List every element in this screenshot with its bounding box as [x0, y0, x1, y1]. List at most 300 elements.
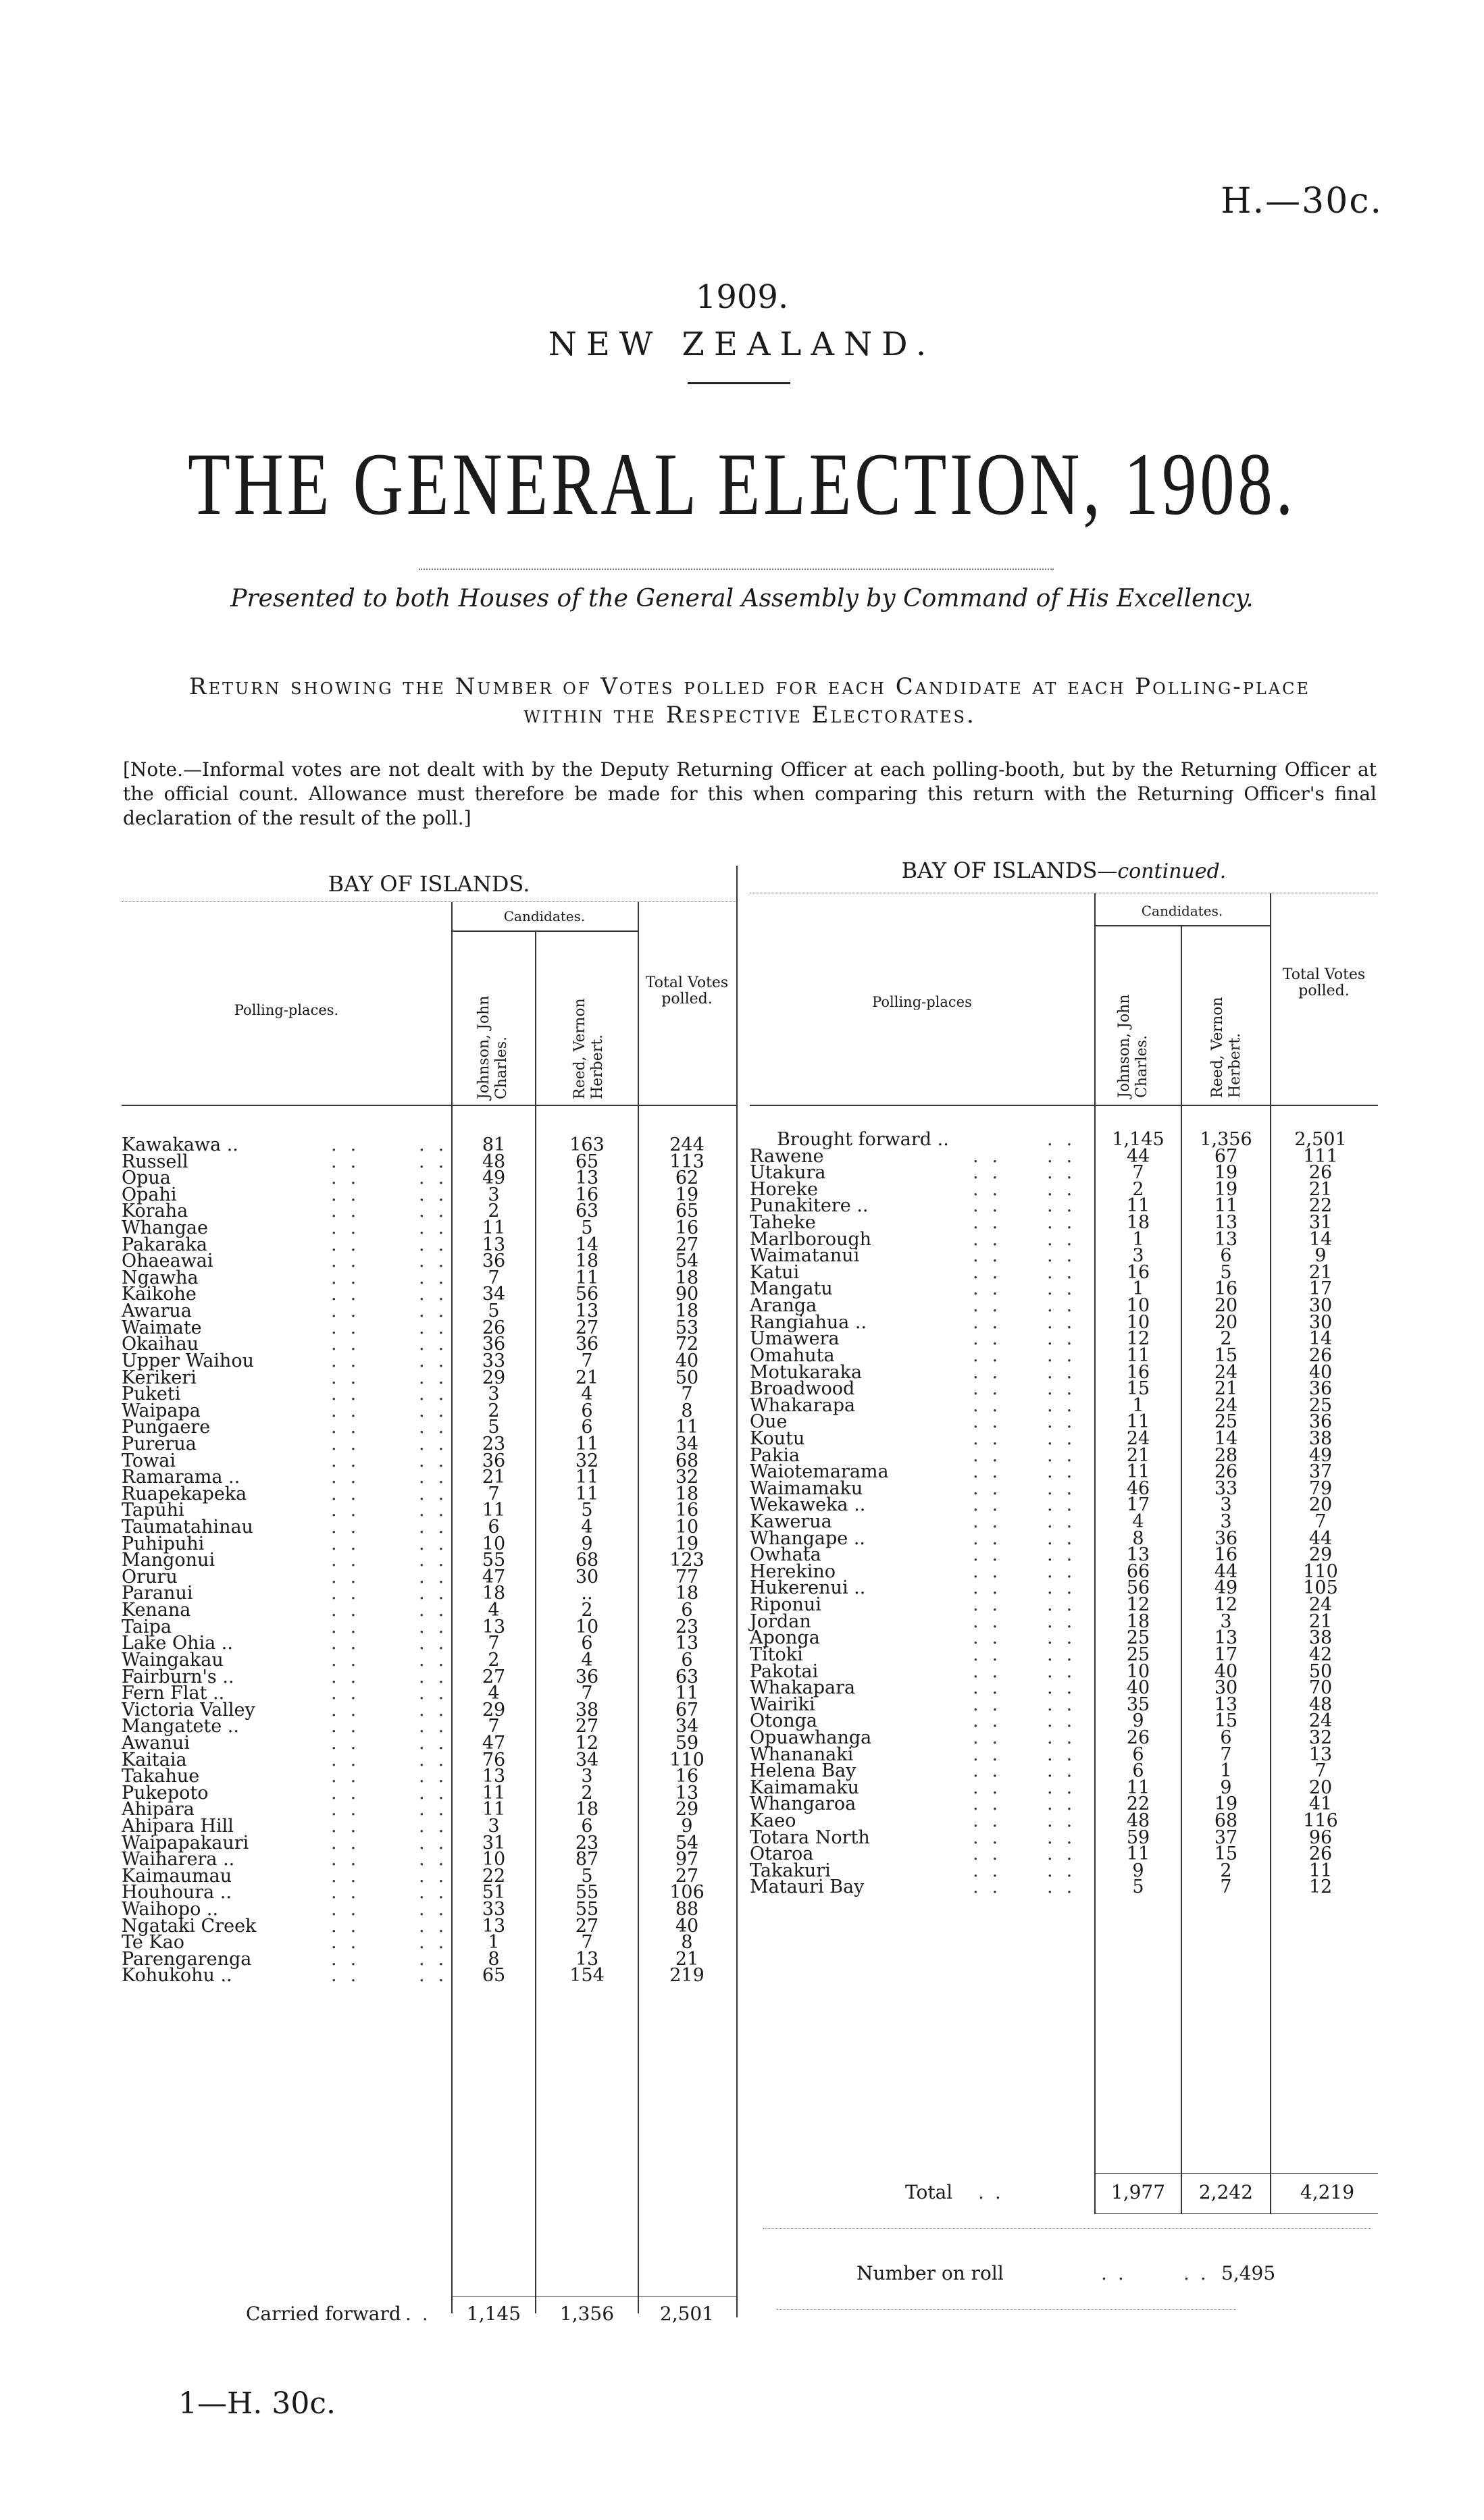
leader-dots: .. — [1047, 1527, 1086, 1549]
document-reference: H.—30c. — [1221, 181, 1383, 221]
total-votes: 21 — [675, 1948, 699, 1970]
polling-place-name: Kaitaia — [122, 1749, 187, 1770]
total-votes: 13 — [675, 1782, 699, 1804]
polling-place-name: Waimatanui — [750, 1245, 860, 1267]
leader-dots: .. — [973, 1195, 1012, 1217]
total-votes: 20 — [1308, 1777, 1333, 1798]
polling-place-name: Waiotemarama — [750, 1461, 889, 1483]
leader-dots: .. — [1047, 1461, 1086, 1483]
johnson-votes: 36 — [482, 1334, 506, 1355]
leader-dots: .. — [973, 1577, 1012, 1599]
number-on-roll: 5,495 — [1221, 2262, 1276, 2284]
leader-dots: .. — [1047, 1876, 1086, 1898]
total-votes: 67 — [675, 1699, 699, 1721]
leader-dots: .. — [419, 1600, 458, 1621]
polling-place-name: Kaikohe — [122, 1284, 197, 1305]
candidate-reed-heading: Reed, Vernon Herbert. — [571, 998, 606, 1099]
polling-place-name: Waiharera .. — [122, 1849, 235, 1870]
leader-dots: .. — [331, 1450, 370, 1471]
leader-dots: .. — [331, 1483, 370, 1504]
leader-dots: .. — [419, 1450, 458, 1471]
johnson-votes: 35 — [1126, 1694, 1150, 1715]
leader-dots: .. — [1047, 1860, 1086, 1881]
total-votes: 14 — [1308, 1328, 1333, 1350]
total-votes: 32 — [675, 1467, 699, 1488]
leader-dots: .. — [331, 1184, 370, 1205]
leader-dots: .. — [331, 1550, 370, 1571]
johnson-votes: 29 — [482, 1367, 506, 1388]
johnson-votes: 13 — [482, 1915, 506, 1937]
johnson-votes: 65 — [482, 1965, 506, 1987]
total-votes: 90 — [675, 1284, 699, 1305]
leader-dots: .. — [973, 1494, 1012, 1516]
polling-place-name: Puhipuhi — [122, 1533, 205, 1554]
leader-dots: .. — [331, 1234, 370, 1255]
leader-dots: .. — [419, 1915, 458, 1937]
left-table-body — [122, 1134, 736, 1987]
polling-place-name: Pungaere — [122, 1417, 211, 1438]
reed-votes: 4 — [581, 1649, 593, 1671]
johnson-votes: 6 — [488, 1517, 500, 1538]
leader-dots: .. — [973, 1261, 1012, 1283]
polling-place-name: Russell — [122, 1151, 188, 1172]
reed-votes: 14 — [1214, 1427, 1238, 1449]
johnson-votes: 4 — [488, 1683, 500, 1704]
johnson-votes: 6 — [1132, 1743, 1144, 1765]
johnson-votes: 23 — [482, 1433, 506, 1454]
polling-place-name: Broadwood — [750, 1378, 855, 1400]
leader-dots: .. — [419, 1583, 458, 1604]
leader-dots: .. — [419, 1251, 458, 1272]
total-votes: 18 — [675, 1583, 699, 1604]
reed-votes: 18 — [575, 1799, 599, 1820]
johnson-votes: 11 — [1126, 1195, 1150, 1217]
total-votes: 50 — [675, 1367, 699, 1388]
polling-place-name: Puketi — [122, 1384, 181, 1405]
leader-dots: .. — [419, 1483, 458, 1504]
total-votes: 21 — [1308, 1610, 1333, 1632]
total-votes: 16 — [675, 1217, 699, 1239]
total-votes: 72 — [675, 1334, 699, 1355]
leader-dots: .. — [973, 1511, 1012, 1533]
johnson-votes: 8 — [1132, 1527, 1144, 1549]
reed-votes: 5 — [581, 1500, 593, 1521]
johnson-votes: 3 — [488, 1184, 500, 1205]
total-votes: 31 — [1308, 1212, 1333, 1234]
johnson-votes: 10 — [1126, 1311, 1150, 1333]
leader-dots: .. — [419, 1899, 458, 1920]
polling-place-name: Whangape .. — [750, 1527, 866, 1549]
polling-place-name: Otaroa — [750, 1843, 814, 1865]
johnson-votes: 4 — [1132, 1511, 1144, 1533]
total-votes: 9 — [1314, 1245, 1327, 1267]
johnson-votes: 13 — [482, 1766, 506, 1787]
total-votes: 9 — [681, 1815, 693, 1837]
polling-place-name: Kaeo — [750, 1810, 796, 1831]
leader-dots: .. — [331, 1683, 370, 1704]
leader-dots: .. — [419, 1749, 458, 1770]
leader-dots: .. — [331, 1732, 370, 1754]
reed-votes: 23 — [575, 1832, 599, 1854]
polling-place-name: Opahi — [122, 1184, 177, 1205]
total-votes: 19 — [675, 1184, 699, 1205]
total-votes: 11 — [1308, 1860, 1333, 1881]
total-votes: 38 — [1308, 1427, 1333, 1449]
leader-dots: .. — [1047, 1594, 1086, 1616]
leader-dots: .. — [1047, 1677, 1086, 1699]
total-votes: 12 — [1308, 1876, 1333, 1898]
polling-place-name: Whangaroa — [750, 1793, 856, 1815]
polling-place-name: Fern Flat .. — [122, 1683, 225, 1704]
reed-votes: 15 — [1214, 1843, 1238, 1865]
total-votes: 29 — [1308, 1544, 1333, 1566]
reed-votes: 154 — [569, 1965, 605, 1987]
johnson-votes: 34 — [482, 1284, 506, 1305]
leader-dots: .. — [331, 1899, 370, 1920]
leader-dots: .. — [419, 1384, 458, 1405]
reed-votes: 4 — [581, 1384, 593, 1405]
leader-dots: .. — [1047, 1444, 1086, 1466]
reed-votes: 3 — [581, 1766, 593, 1787]
johnson-votes: 31 — [482, 1832, 506, 1854]
total-votes: 18 — [675, 1483, 699, 1504]
leader-dots: .. — [331, 1517, 370, 1538]
total-votes: 16 — [675, 1766, 699, 1787]
leader-dots: .. — [1047, 1827, 1086, 1848]
reed-votes: 67 — [1214, 1145, 1238, 1167]
total-votes: 48 — [1308, 1694, 1333, 1715]
total-votes: 26 — [1308, 1162, 1333, 1184]
reed-votes: 9 — [581, 1533, 593, 1554]
total-johnson: 1,977 — [1110, 2181, 1166, 2203]
leader-dots: .. — [1047, 1162, 1086, 1184]
johnson-votes: 47 — [482, 1732, 506, 1754]
johnson-votes: 6 — [1132, 1760, 1144, 1782]
presented-line: Presented to both Houses of the General Assembly by Command of His Excellency. — [230, 585, 1254, 612]
polling-place-name: Taheke — [750, 1212, 816, 1234]
total-votes: 40 — [675, 1915, 699, 1937]
total-label: Total — [905, 2181, 953, 2203]
polling-place-name: Takakuri — [750, 1860, 831, 1881]
leader-dots: .. — [331, 1500, 370, 1521]
polling-place-name: Kaimamaku — [750, 1777, 860, 1798]
polling-place-name: Waipapakauri — [122, 1832, 249, 1854]
total-votes: 26 — [1308, 1344, 1333, 1366]
leader-dots: .. — [973, 1444, 1012, 1466]
johnson-votes: 7 — [488, 1267, 500, 1288]
leader-dots: .. — [331, 1766, 370, 1787]
total-votes: 54 — [675, 1832, 699, 1854]
polling-place-name: Lake Ohia .. — [122, 1633, 233, 1654]
divider — [1094, 925, 1270, 926]
reed-votes: 13 — [1214, 1228, 1238, 1250]
leader-dots: .. — [331, 1301, 370, 1322]
reed-votes: 12 — [1214, 1594, 1238, 1616]
return-heading-line-2: within the Respective Electorates. — [523, 702, 976, 729]
carried-forward-label: Carried forward — [246, 2303, 401, 2325]
leader-dots: .. — [331, 1616, 370, 1637]
total-votes: 34 — [675, 1433, 699, 1454]
reed-votes: 6 — [581, 1417, 593, 1438]
right-table-body — [750, 1129, 1378, 1898]
johnson-votes: 12 — [1126, 1594, 1150, 1616]
johnson-votes: 3 — [1132, 1245, 1144, 1267]
johnson-votes: 10 — [482, 1849, 506, 1870]
leader-dots: .. — [1047, 1793, 1086, 1815]
leader-dots: .. — [1047, 1378, 1086, 1400]
leader-dots: .. — [973, 1527, 1012, 1549]
total-votes: 27 — [675, 1865, 699, 1887]
reed-votes: 63 — [575, 1201, 599, 1222]
polling-place-name: Te Kao — [122, 1932, 184, 1953]
johnson-votes: 22 — [482, 1865, 506, 1887]
reed-votes: 11 — [575, 1267, 599, 1288]
polling-place-name: Marlborough — [750, 1228, 872, 1250]
leader-dots: .. — [419, 1217, 458, 1239]
reed-votes: 6 — [581, 1633, 593, 1654]
johnson-votes: 25 — [1126, 1627, 1150, 1649]
total-votes: 7 — [681, 1384, 693, 1405]
polling-place-name: Ahipara — [122, 1799, 195, 1820]
polling-place-name: Waimamaku — [750, 1477, 863, 1499]
total-votes: 34 — [675, 1716, 699, 1737]
leader-dots: .. — [1047, 1544, 1086, 1566]
reed-votes: 2 — [1220, 1328, 1232, 1350]
leader-dots: .. — [1047, 1710, 1086, 1732]
leader-dots: .. — [973, 1793, 1012, 1815]
reed-votes: 18 — [575, 1251, 599, 1272]
total-votes: 26 — [1308, 1843, 1333, 1865]
polling-place-name: Mangatu — [750, 1278, 833, 1300]
reed-votes: 24 — [1214, 1361, 1238, 1383]
leader-dots: .. — [331, 1932, 370, 1953]
leader-dots: .. — [419, 1151, 458, 1172]
total-votes: 21 — [1308, 1178, 1333, 1200]
johnson-votes: 55 — [482, 1550, 506, 1571]
polling-place-name: Umawera — [750, 1328, 840, 1350]
reed-votes: 15 — [1214, 1710, 1238, 1732]
total-votes: 116 — [1303, 1810, 1338, 1831]
polling-place-name: Kaweruа — [750, 1511, 832, 1533]
johnson-votes: 7 — [1132, 1162, 1144, 1184]
reed-votes: 3 — [1220, 1511, 1232, 1533]
leader-dots: .. — [1047, 1511, 1086, 1533]
reed-votes: 2 — [1220, 1860, 1232, 1881]
reed-votes: 9 — [1220, 1777, 1232, 1798]
leader-dots: .. — [1047, 1178, 1086, 1200]
leader-dots: .. — [1047, 1261, 1086, 1283]
johnson-votes: 21 — [1126, 1444, 1150, 1466]
total-votes: 36 — [1308, 1378, 1333, 1400]
johnson-votes: 29 — [482, 1699, 506, 1721]
leader-dots: .. — [1047, 1477, 1086, 1499]
polling-place-name: Parengarenga — [122, 1948, 252, 1970]
leader-dots: .. — [419, 1500, 458, 1521]
leader-dots: .. — [1047, 1560, 1086, 1582]
johnson-votes: 56 — [1126, 1577, 1150, 1599]
total-votes: 68 — [675, 1450, 699, 1471]
leader-dots: .. — [331, 1284, 370, 1305]
polling-place-name: Ramarama .. — [122, 1467, 240, 1488]
reed-votes: 27 — [575, 1915, 599, 1937]
leader-dots: .. — [331, 1882, 370, 1904]
johnson-votes: 10 — [1126, 1295, 1150, 1317]
polling-place-name: Horeke — [750, 1178, 819, 1200]
johnson-votes: 1 — [1132, 1278, 1144, 1300]
leader-dots: .. — [419, 1566, 458, 1587]
johnson-votes: 33 — [482, 1899, 506, 1920]
reed-votes: 26 — [1214, 1461, 1238, 1483]
total-votes: 79 — [1308, 1477, 1333, 1499]
total-votes: 23 — [675, 1616, 699, 1637]
total-votes: 42 — [1308, 1644, 1333, 1665]
johnson-votes: 22 — [1126, 1793, 1150, 1815]
reed-votes: 36 — [1214, 1527, 1238, 1549]
polling-place-name: Koraha — [122, 1201, 188, 1222]
polling-place-name: Pakaraka — [122, 1234, 207, 1255]
johnson-votes: 13 — [482, 1616, 506, 1637]
johnson-votes: 2 — [488, 1400, 500, 1421]
johnson-votes: 18 — [1126, 1610, 1150, 1632]
polling-place-name: Kerikeri — [122, 1367, 197, 1388]
polling-place-name: Paranui — [122, 1583, 193, 1604]
polling-place-name: Pakia — [750, 1444, 800, 1466]
leader-dots: .. — [419, 1234, 458, 1255]
reed-votes: 7 — [581, 1683, 593, 1704]
total-votes: 32 — [1308, 1727, 1333, 1748]
year: 1909. — [695, 278, 789, 316]
johnson-votes: 18 — [482, 1583, 506, 1604]
polling-place-name: Opuawhanga — [750, 1727, 872, 1748]
total-votes: 20 — [1308, 1494, 1333, 1516]
leader-dots: .. — [331, 1134, 370, 1155]
polling-places-heading: Polling-places — [872, 994, 972, 1010]
polling-place-name: Katui — [750, 1261, 800, 1283]
leader-dots: .. — [331, 1267, 370, 1288]
table-row — [750, 1876, 1378, 1898]
reed-votes: 13 — [575, 1167, 599, 1189]
leader-dots: .. — [973, 1378, 1012, 1400]
johnson-votes: 26 — [482, 1317, 506, 1338]
leader-dots: .. — [419, 1882, 458, 1904]
reed-votes: 17 — [1214, 1644, 1238, 1665]
johnson-votes: 13 — [482, 1234, 506, 1255]
leader-dots: .. — [1047, 1660, 1086, 1682]
total-votes: 53 — [675, 1317, 699, 1338]
leader-dots: .. — [1047, 1627, 1086, 1649]
reed-votes: 38 — [575, 1699, 599, 1721]
leader-dots: .. — [973, 1760, 1012, 1782]
total-votes: 11 — [675, 1683, 699, 1704]
leader-dots: .. — [973, 1544, 1012, 1566]
leader-dots: .. — [1047, 1245, 1086, 1267]
reed-votes: 36 — [575, 1334, 599, 1355]
leader-dots: .. — [331, 1799, 370, 1820]
leader-dots: .. — [331, 1566, 370, 1587]
polling-places-heading: Polling-places. — [234, 1002, 339, 1018]
polling-place-name: Punakitere .. — [750, 1195, 869, 1217]
leader-dots: .. — [331, 1317, 370, 1338]
reed-votes: 13 — [1214, 1627, 1238, 1649]
leader-dots: .. — [419, 1417, 458, 1438]
leader-dots: .. — [331, 1167, 370, 1189]
reed-votes: 55 — [575, 1899, 599, 1920]
leader-dots: .. — [331, 1367, 370, 1388]
leader-dots: .. — [973, 1777, 1012, 1798]
reed-votes: 20 — [1214, 1295, 1238, 1317]
total-votes: 113 — [669, 1151, 705, 1172]
candidate-johnson-heading: Johnson, John Charles. — [1116, 994, 1150, 1098]
reed-votes: 14 — [575, 1234, 599, 1255]
johnson-votes: 2 — [488, 1201, 500, 1222]
total-votes-heading: Total Votes polled. — [645, 974, 729, 1007]
total-votes: 88 — [675, 1899, 699, 1920]
leader-dots: .. — [419, 1184, 458, 1205]
polling-place-name: Otonga — [750, 1710, 818, 1732]
reed-votes: 5 — [1220, 1261, 1232, 1283]
reed-votes: 10 — [575, 1616, 599, 1637]
leader-dots: .. — [419, 1267, 458, 1288]
leader-dots: .. — [1047, 1278, 1086, 1300]
leader-dots: .. — [973, 1710, 1012, 1732]
polling-place-name: Whakapara — [750, 1677, 856, 1699]
polling-place-name: Kaimaumau — [122, 1865, 232, 1887]
polling-place-name: Kawakawa .. — [122, 1134, 238, 1155]
divider — [1094, 2173, 1378, 2174]
leader-dots: .. — [419, 1301, 458, 1322]
leader-dots: .. — [331, 1915, 370, 1937]
total-votes: 16 — [675, 1500, 699, 1521]
total-all: 4,219 — [1300, 2181, 1355, 2203]
reed-votes: 27 — [575, 1317, 599, 1338]
leader-dots: .. — [973, 1212, 1012, 1234]
reed-votes: 6 — [581, 1400, 593, 1421]
reed-votes: 19 — [1214, 1162, 1238, 1184]
return-heading-line-1: Return showing the Number of Votes polled for each Candidate at each Polling-place — [188, 673, 1311, 700]
polling-place-name: Mangatete .. — [122, 1716, 239, 1737]
total-votes: 96 — [1308, 1827, 1333, 1848]
total-votes: 244 — [669, 1134, 705, 1155]
polling-place-name: Ruapekapeka — [122, 1483, 247, 1504]
reed-votes: 40 — [1214, 1660, 1238, 1682]
leader-dots: .. — [1047, 1328, 1086, 1350]
polling-place-name: Aponga — [750, 1627, 820, 1649]
polling-place-name: Towai — [122, 1450, 176, 1471]
leader-dots: .. — [973, 1178, 1012, 1200]
total-votes: 25 — [1308, 1394, 1333, 1416]
leader-dots: .. — [419, 1517, 458, 1538]
polling-place-name: Awarua — [122, 1301, 192, 1322]
polling-place-name: Taipa — [122, 1616, 172, 1637]
johnson-votes: 16 — [1126, 1361, 1150, 1383]
leader-dots: .. — [419, 1782, 458, 1804]
polling-place-name: Whangae — [122, 1217, 208, 1239]
reed-votes: 3 — [1220, 1494, 1232, 1516]
candidates-heading: Candidates. — [503, 908, 586, 924]
total-votes: 6 — [681, 1600, 693, 1621]
reed-votes: 163 — [569, 1134, 605, 1155]
reed-votes: 19 — [1214, 1178, 1238, 1200]
johnson-votes: 1 — [1132, 1394, 1144, 1416]
johnson-votes: 24 — [1126, 1427, 1150, 1449]
reed-votes: 13 — [1214, 1212, 1238, 1234]
johnson-votes: 49 — [482, 1167, 506, 1189]
polling-place-name: Wekaweka .. — [750, 1494, 866, 1516]
johnson-votes: 15 — [1126, 1378, 1150, 1400]
leader-dots: .. — [419, 1716, 458, 1737]
leader-dots: .. — [973, 1560, 1012, 1582]
reed-votes: 6 — [1220, 1727, 1232, 1748]
